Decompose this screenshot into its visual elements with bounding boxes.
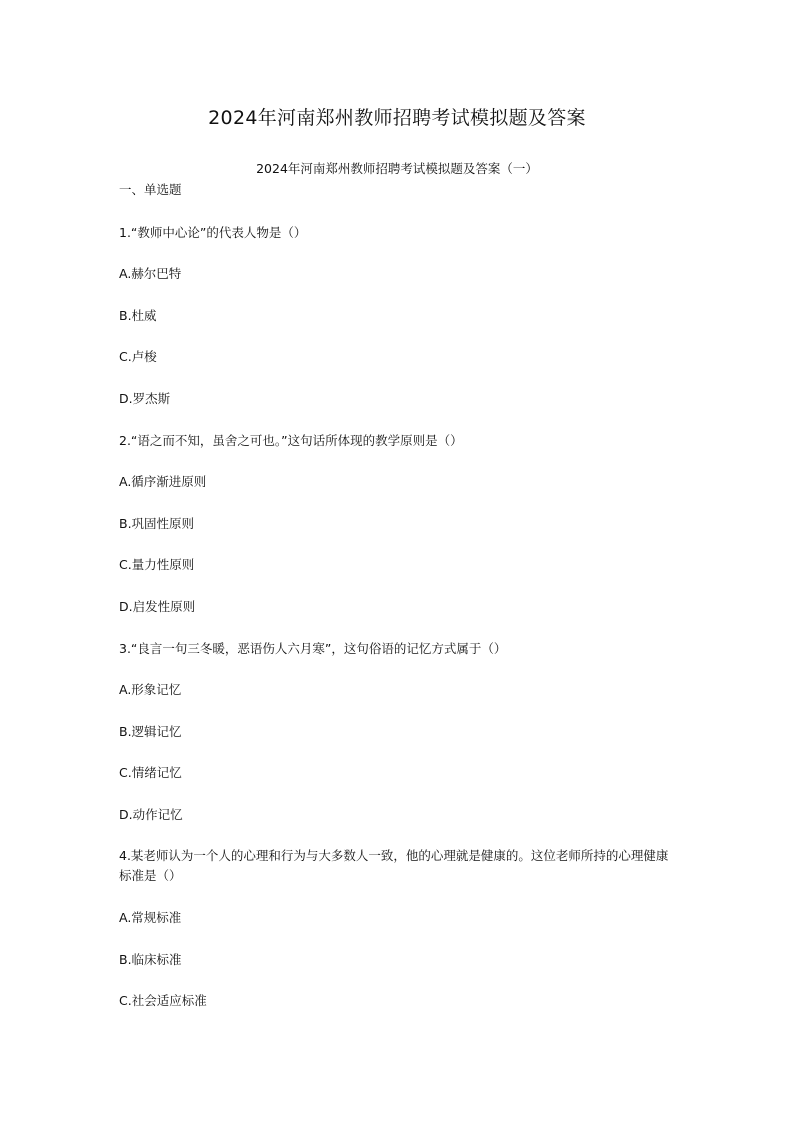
question-2-option-b: B.巩固性原则 bbox=[119, 516, 195, 531]
document-title: 2024年河南郑州教师招聘考试模拟题及答案 bbox=[208, 107, 586, 129]
question-1-option-a: A.赫尔巴特 bbox=[119, 266, 182, 281]
document-subtitle: 2024年河南郑州教师招聘考试模拟题及答案（一） bbox=[256, 161, 538, 176]
question-2-option-d: D.启发性原则 bbox=[119, 599, 196, 614]
question-1-option-c: C.卢梭 bbox=[119, 349, 157, 364]
question-3-option-b: B.逻辑记忆 bbox=[119, 724, 182, 739]
question-1-stem: 1.“教师中心论”的代表人物是（） bbox=[119, 225, 307, 240]
question-4-stem: 4.某老师认为一个人的心理和行为与大多数人一致，他的心理就是健康的。这位老师所持的心理健康标准是（） bbox=[119, 848, 669, 883]
question-4-option-a: A.常规标准 bbox=[119, 910, 182, 925]
question-2-stem: 2.“语之而不知，虽舍之可也。”这句话所体现的教学原则是（） bbox=[119, 433, 463, 448]
section-heading: 一、单选题 bbox=[119, 182, 182, 197]
question-3-option-a: A.形象记忆 bbox=[119, 682, 182, 697]
question-3-option-c: C.情绪记忆 bbox=[119, 765, 182, 780]
question-2-option-c: C.量力性原则 bbox=[119, 557, 195, 572]
question-3-option-d: D.动作记忆 bbox=[119, 807, 183, 822]
question-4-option-c: C.社会适应标准 bbox=[119, 993, 207, 1008]
question-4-option-b: B.临床标准 bbox=[119, 952, 182, 967]
question-2-option-a: A.循序渐进原则 bbox=[119, 474, 207, 489]
question-1-option-d: D.罗杰斯 bbox=[119, 391, 171, 406]
question-3-stem: 3.“良言一句三冬暖，恶语伤人六月寒”，这句俗语的记忆方式属于（） bbox=[119, 641, 507, 656]
question-1-option-b: B.杜威 bbox=[119, 308, 157, 323]
